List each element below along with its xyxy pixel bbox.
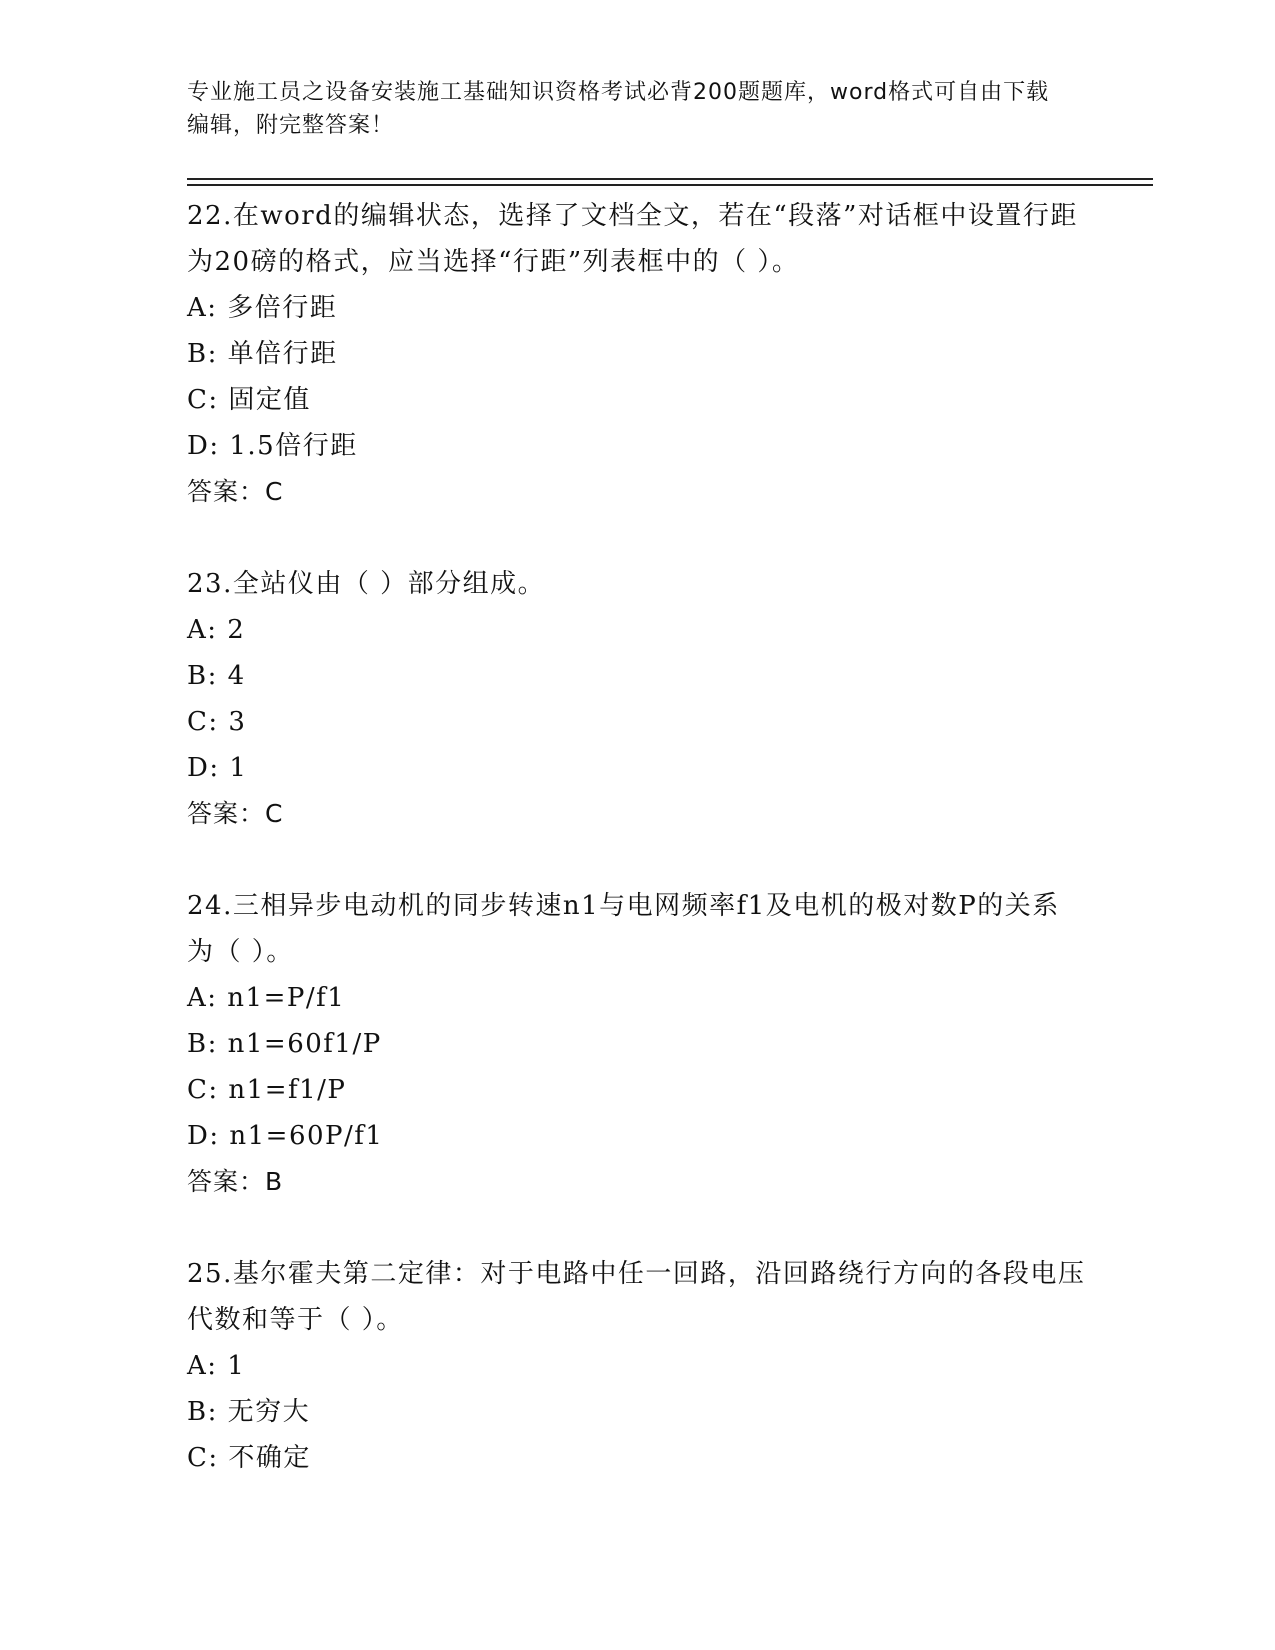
option-b: B: 单倍行距 bbox=[187, 339, 338, 369]
answer-line: 答案：C bbox=[187, 477, 284, 506]
option-a: A: 1 bbox=[187, 1351, 246, 1381]
option-d: D: n1=60P/f1 bbox=[187, 1121, 384, 1151]
option-a: A: 多倍行距 bbox=[187, 293, 338, 323]
option-c: C: n1=f1/P bbox=[187, 1075, 347, 1105]
option-b: B: 无穷大 bbox=[187, 1397, 311, 1427]
question-stem: 25.基尔霍夫第二定律：对于电路中任一回路，沿回路绕行方向的各段电压代数和等于（ ）。 bbox=[187, 1259, 1086, 1335]
question-list bbox=[187, 193, 1087, 1527]
question-stem: 24.三相异步电动机的同步转速n1与电网频率f1及电机的极对数P的关系为（ ）。 bbox=[187, 891, 1060, 967]
option-b: B: 4 bbox=[187, 661, 246, 691]
option-c: C: 不确定 bbox=[187, 1443, 311, 1473]
question-22 bbox=[187, 193, 1087, 515]
header-divider-top bbox=[187, 178, 1153, 180]
answer-line: 答案：C bbox=[187, 799, 284, 828]
question-25 bbox=[187, 1251, 1087, 1481]
question-stem: 23.全站仪由（ ）部分组成。 bbox=[187, 569, 546, 599]
option-a: A: n1=P/f1 bbox=[187, 983, 346, 1013]
question-stem: 22.在word的编辑状态，选择了文档全文，若在“段落”对话框中设置行距为20磅的格式，应当选择“行距”列表框中的（ ）。 bbox=[187, 201, 1078, 277]
option-b: B: n1=60f1/P bbox=[187, 1029, 382, 1059]
header-divider-bottom bbox=[187, 184, 1153, 186]
option-a: A: 2 bbox=[187, 615, 246, 645]
document-header: 专业施工员之设备安装施工基础知识资格考试必背200题题库，word格式可自由下载编辑，附完整答案！ bbox=[187, 80, 1050, 138]
option-d: D: 1.5倍行距 bbox=[187, 431, 358, 461]
question-24 bbox=[187, 883, 1087, 1205]
option-d: D: 1 bbox=[187, 753, 248, 783]
answer-line: 答案：B bbox=[187, 1167, 284, 1196]
option-c: C: 3 bbox=[187, 707, 247, 737]
question-23 bbox=[187, 561, 1087, 837]
option-c: C: 固定值 bbox=[187, 385, 311, 415]
